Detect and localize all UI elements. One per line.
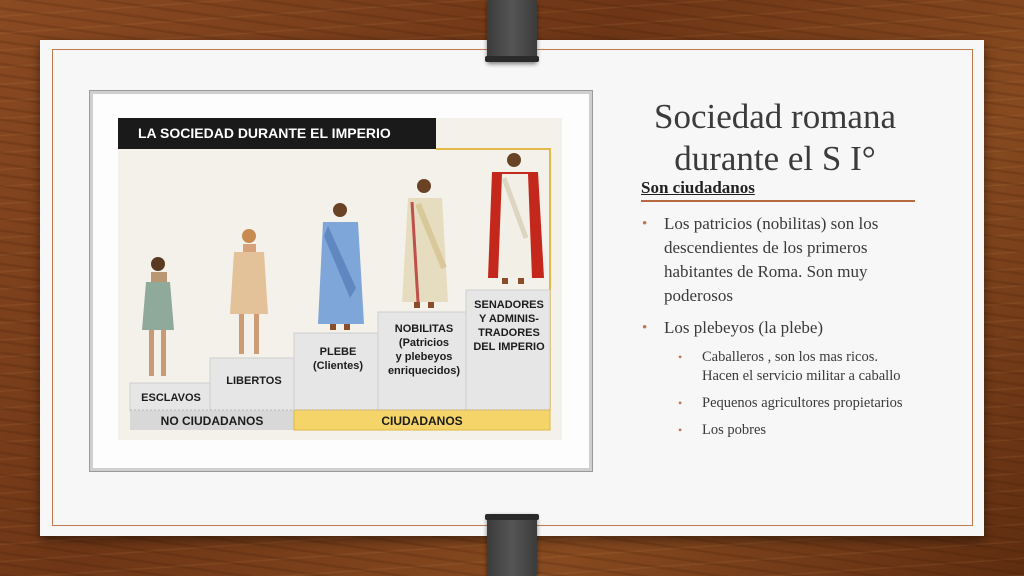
slide-title: Sociedad romana durante el S I° xyxy=(654,97,896,178)
society-pyramid-image xyxy=(118,118,562,440)
sub-bullet-agricultores: • Pequenos agricultores propietarios xyxy=(640,394,915,413)
title-divider xyxy=(641,200,915,202)
bullet-plebeyos: • Los plebeyos (la plebe) xyxy=(640,316,915,340)
bullet-list xyxy=(640,212,915,448)
step-label-esclavos: ESCLAVOS xyxy=(141,392,201,404)
bullet-patricios: • Los patricios (nobilitas) son los descendientes de los primeros habitantes de Roma. Son muy poderosos xyxy=(640,212,915,308)
sub-bullet-caballeros: • Caballeros , son los mas ricos. Hacen el servicio militar a caballo xyxy=(640,348,915,386)
bottom-binder-clip xyxy=(487,514,537,576)
step-label-plebe: PLEBE (Clientes) xyxy=(312,346,364,372)
slide-subtitle: Son ciudadanos xyxy=(641,178,755,197)
plebeian-figure xyxy=(318,203,364,330)
nobilitas-figure xyxy=(402,179,448,308)
step-label-senadores: SENADORES Y ADMINIS- TRADORES DEL IMPERIO xyxy=(473,299,545,353)
band-label-ciudadanos: CIUDADANOS xyxy=(381,414,463,428)
diagram-title: LA SOCIEDAD DURANTE EL IMPERIO xyxy=(118,118,436,149)
band-label-no-ciudadanos: NO CIUDADANOS xyxy=(160,414,264,428)
step-label-nobilitas: NOBILITAS (Patricios y plebeyos enriquecidos) xyxy=(387,323,461,377)
senator-figure xyxy=(488,153,544,284)
step-label-libertos: LIBERTOS xyxy=(226,375,282,387)
sub-bullet-pobres: • Los pobres xyxy=(640,421,915,440)
top-binder-clip xyxy=(487,0,537,62)
